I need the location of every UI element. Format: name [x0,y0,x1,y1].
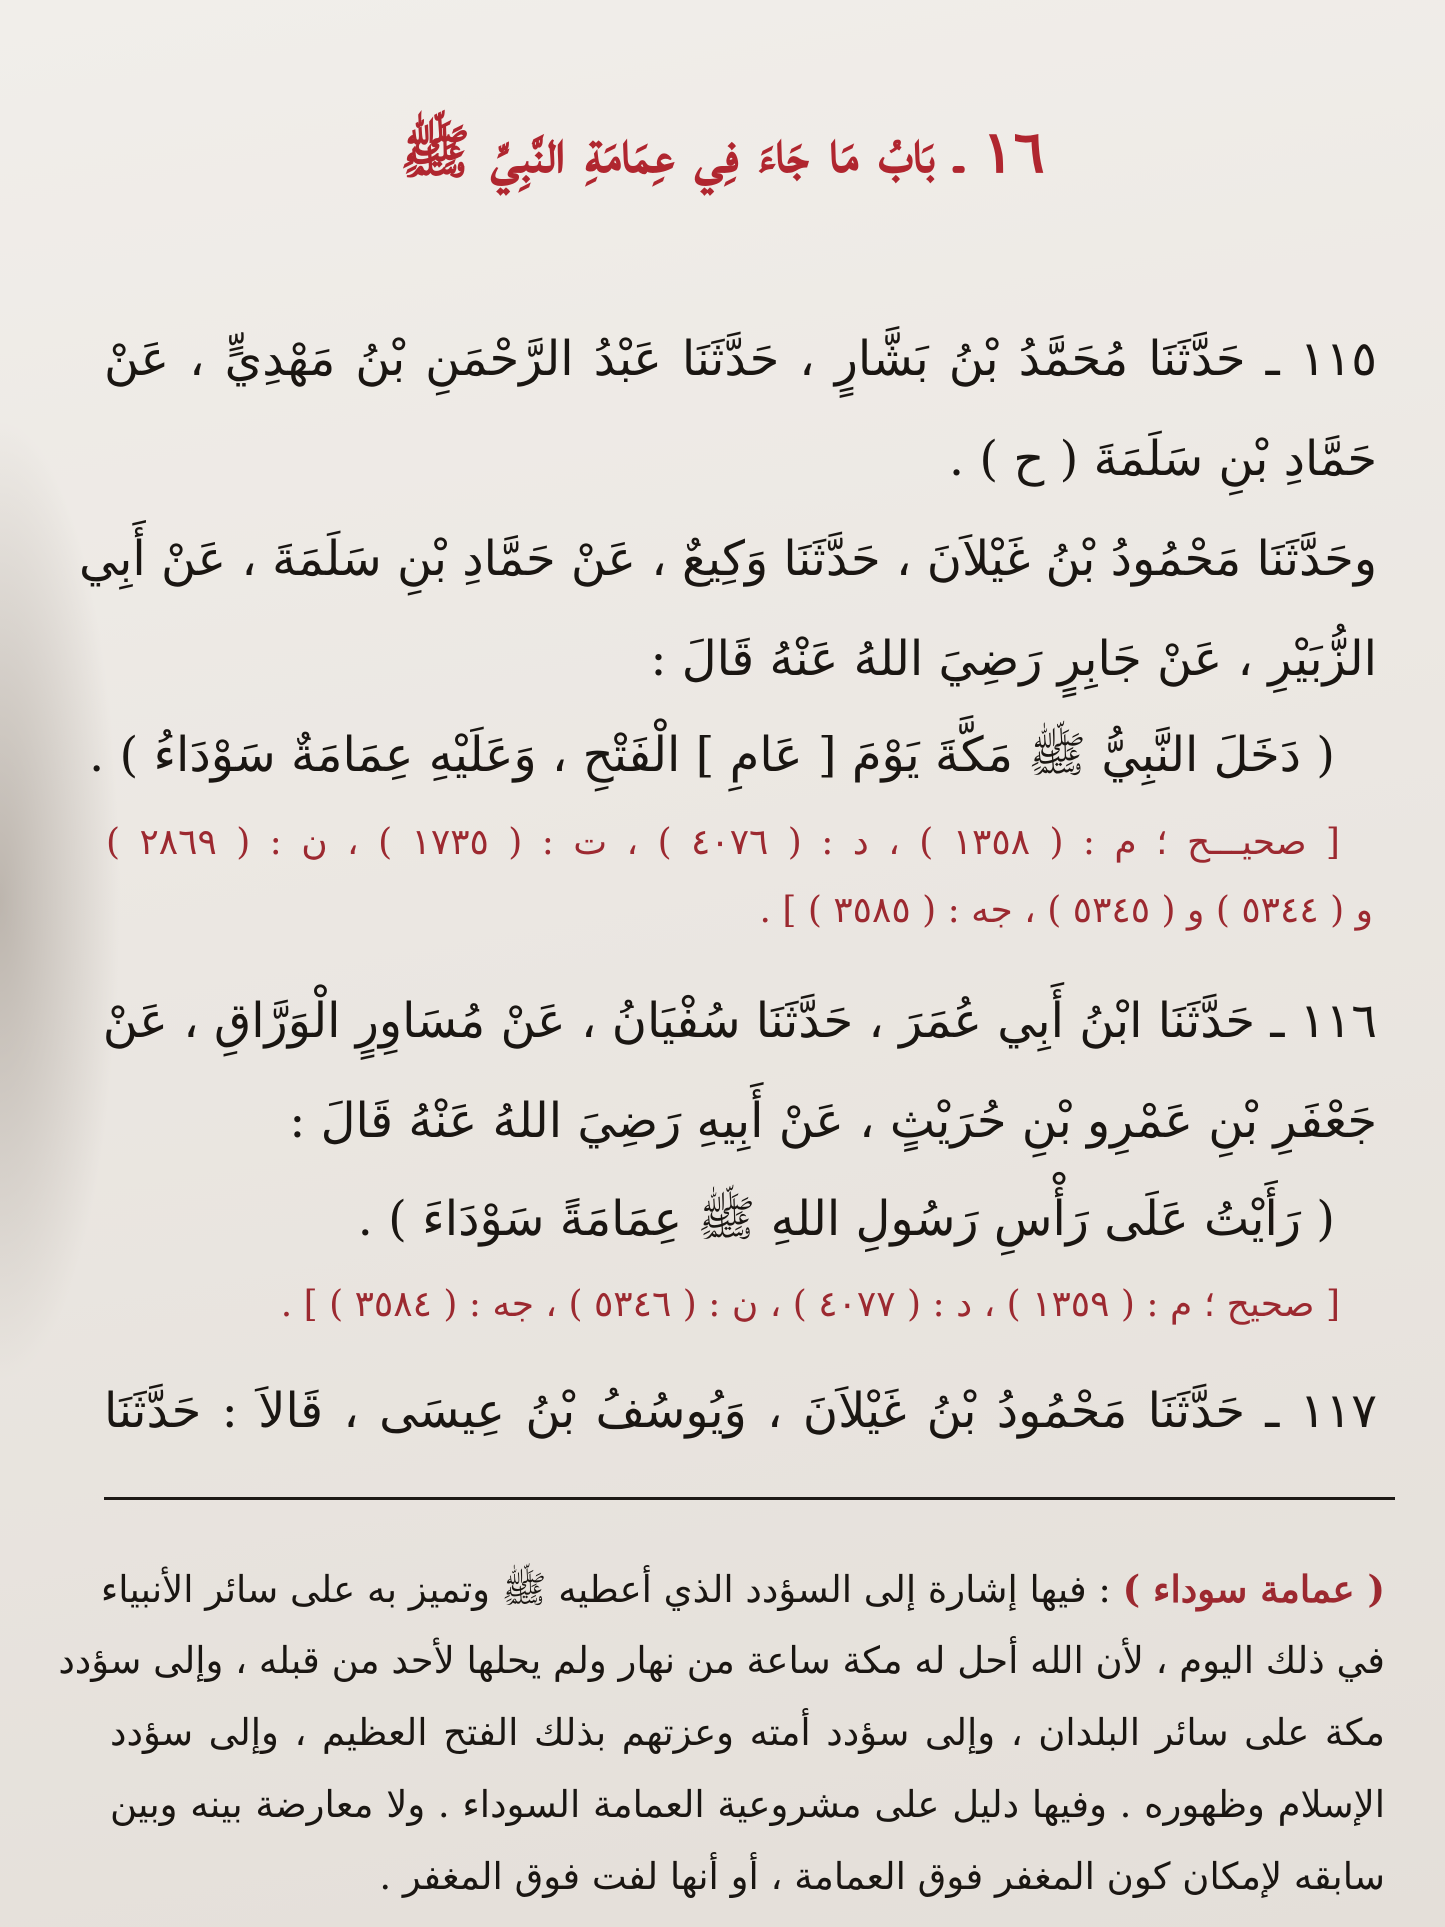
hadith-116-line-1: ١١٦ ـ حَدَّثَنَا ابْنُ أَبِي عُمَرَ ، حَدَّثَنَا سُفْيَانُ ، عَنْ مُسَاوِرٍ الْوَرَّاقِ ، عَنْ [102,993,1377,1049]
footnote-line-3: مكة على سائر البلدان ، وإلى سؤدد أمته وعزتهم بذلك الفتح العظيم ، وإلى سؤدد [110,1711,1385,1754]
footnote-line-1 [100,1565,1385,1614]
hadith-115-line-2: حَمَّادِ بْنِ سَلَمَةَ ( ح ) . [948,431,1377,487]
hadith-115-line-4: الزُّبَيْرِ ، عَنْ جَابِرٍ رَضِيَ اللهُ عَنْهُ قَالَ : [650,631,1377,687]
hadith-116-matn: ( رَأَيْتُ عَلَى رَأْسِ رَسُولِ اللهِ ﷺ عِمَامَةً سَوْدَاءَ ) . [357,1191,1335,1247]
hadith-115-line-3: وحَدَّثَنَا مَحْمُودُ بْنُ غَيْلاَنَ ، حَدَّثَنَا وَكِيعٌ ، عَنْ حَمَّادِ بْنِ سَلَمَةَ ، عَنْ أَبِي [79,531,1377,587]
footnote-line-4: الإسلام وظهوره . وفيها دليل على مشروعية العمامة السوداء . ولا معارضة بينه وبين [110,1783,1385,1826]
takhrij-115-line-2: و ( ٥٣٤٤ ) و ( ٥٣٤٥ ) ، جه : ( ٣٥٨٥ ) ] . [759,890,1373,931]
hadith-115-matn: ( دَخَلَ النَّبِيُّ ﷺ مَكَّةَ يَوْمَ [ عَامِ ] الْفَتْحِ ، وَعَلَيْهِ عِمَامَةٌ سَوْدَاءُ ) . [88,727,1335,783]
footnote-line-1-text: : فيها إشارة إلى السؤدد الذي أعطيه ﷺ وتميز به على سائر الأنبياء [100,1568,1111,1611]
hadith-115-line-1: ١١٥ ـ حَدَّثَنَا مُحَمَّدُ بْنُ بَشَّارٍ ، حَدَّثَنَا عَبْدُ الرَّحْمَنِ بْنُ مَهْدِيٍّ ، عَنْ [104,331,1378,387]
footnote-line-2: في ذلك اليوم ، لأن الله أحل له مكة ساعة من نهار ولم يحلها لأحد من قبله ، وإلى سؤدد [58,1639,1385,1682]
footnote-term: ( عمامة سوداء ) [1122,1567,1385,1611]
chapter-title: ١٦ ـ بَابُ مَا جَاءَ فِي عِمَامَةِ النَّبِيِّ ﷺ [400,118,1045,186]
hadith-116-line-2: جَعْفَرِ بْنِ عَمْرِو بْنِ حُرَيْثٍ ، عَنْ أَبِيهِ رَضِيَ اللهُ عَنْهُ قَالَ : [289,1093,1377,1149]
takhrij-115-line-1: [ صحيـــح ؛ م : ( ١٣٥٨ ) ، د : ( ٤٠٧٦ ) ، ت : ( ١٧٣٥ ) ، ن : ( ٢٨٦٩ ) [106,822,1340,863]
footnote-line-5: سابقه لإمكان كون المغفر فوق العمامة ، أو أنها لفت فوق المغفر . [379,1855,1385,1898]
takhrij-116: [ صحيح ؛ م : ( ١٣٥٩ ) ، د : ( ٤٠٧٧ ) ، ن : ( ٥٣٤٦ ) ، جه : ( ٣٥٨٤ ) ] . [280,1284,1340,1325]
footnote-separator [104,1497,1395,1500]
hadith-117-line-1: ١١٧ ـ حَدَّثَنَا مَحْمُودُ بْنُ غَيْلاَنَ ، وَيُوسُفُ بْنُ عِيسَى ، قَالاَ : حَدَّثَنَا [104,1383,1377,1439]
